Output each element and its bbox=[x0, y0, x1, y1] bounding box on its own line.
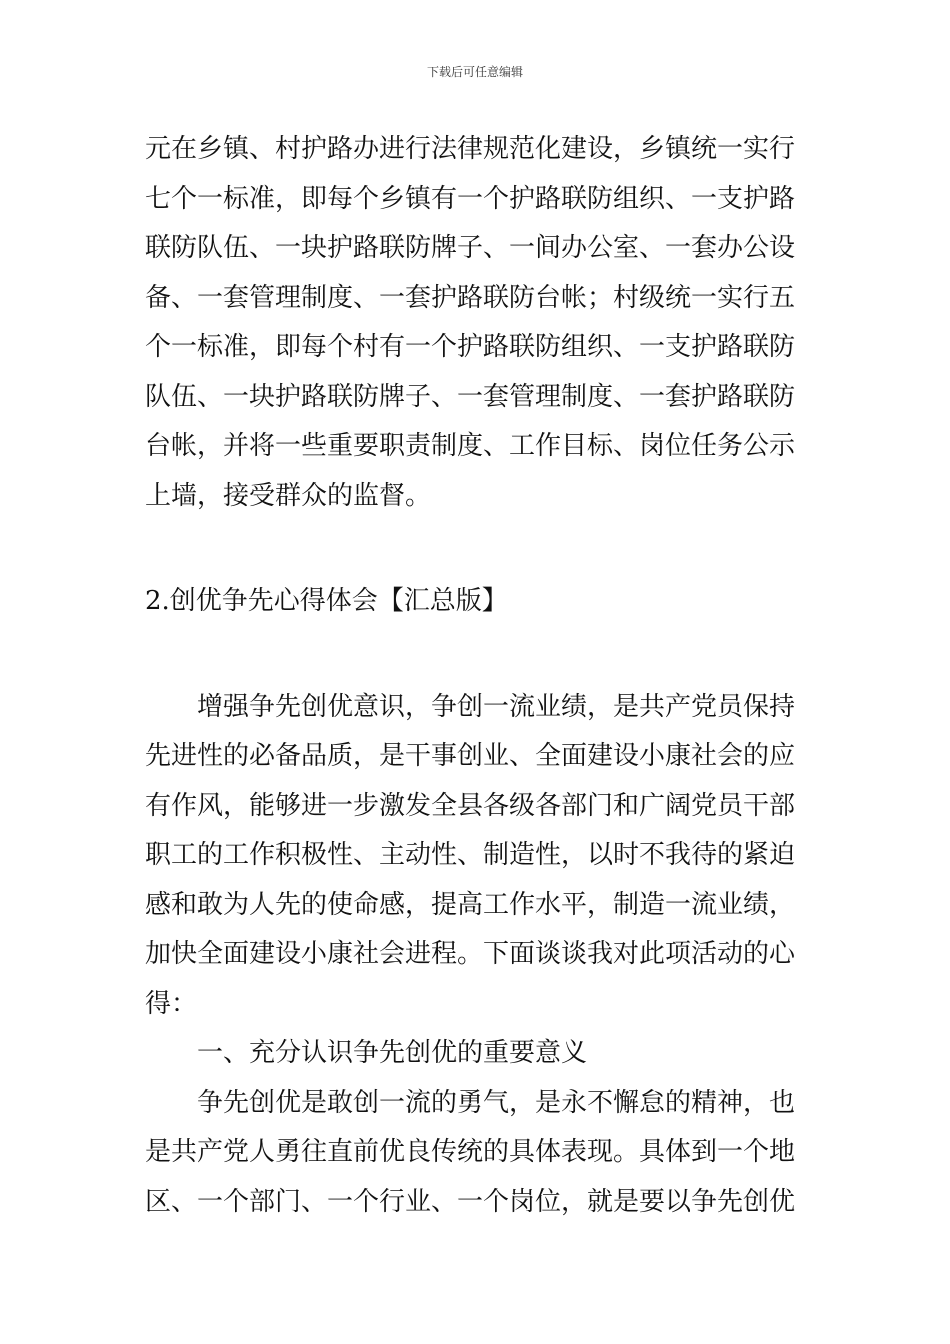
paragraph-line: 上墙，接受群众的监督。 bbox=[145, 480, 432, 511]
subheading: 一、充分认识争先创优的重要意义 bbox=[197, 1038, 588, 1068]
paragraph-line: 职工的工作积极性、主动性、制造性，以时不我待的紧迫 bbox=[145, 840, 796, 870]
paragraph-line: 区、一个部门、一个行业、一个岗位，就是要以争先创优 bbox=[145, 1186, 796, 1217]
paragraph-line: 七个一标准，即每个乡镇有一个护路联防组织、一支护路 bbox=[145, 183, 796, 214]
paragraph-line: 队伍、一块护路联防牌子、一套管理制度、一套护路联防 bbox=[145, 381, 796, 412]
paragraph-line: 感和敢为人先的使命感，提高工作水平，制造一流业绩， bbox=[145, 889, 796, 920]
paragraph-line: 得： bbox=[145, 988, 198, 1019]
paragraph-line: 有作风，能够进一步激发全县各级各部门和广阔党员干部 bbox=[145, 790, 796, 821]
document-body bbox=[145, 125, 810, 1227]
spacer bbox=[145, 627, 810, 683]
paragraph-line: 先进性的必备品质，是干事创业、全面建设小康社会的应 bbox=[145, 741, 796, 771]
paragraph-line: 个一标准，即每个村有一个护路联防组织、一支护路联防 bbox=[145, 332, 796, 362]
paragraph-line: 备、一套管理制度、一套护路联防台帐；村级统一实行五 bbox=[145, 282, 796, 313]
paragraph-line: 争先创优是敢创一流的勇气，是永不懈怠的精神，也 bbox=[197, 1087, 796, 1118]
paragraph-line: 联防队伍、一块护路联防牌子、一间办公室、一套办公设 bbox=[145, 233, 796, 263]
paragraph-line: 是共产党人勇往直前优良传统的具体表现。具体到一个地 bbox=[145, 1137, 796, 1167]
spacer bbox=[145, 521, 810, 577]
paragraph-line: 增强争先创优意识，争创一流业绩，是共产党员保持 bbox=[197, 691, 796, 722]
paragraph-line: 加快全面建设小康社会进程。下面谈谈我对此项活动的心 bbox=[145, 939, 796, 969]
paragraph-line: 元在乡镇、村护路办进行法律规范化建设，乡镇统一实行 bbox=[145, 134, 796, 164]
section-title: 2.创优争先心得体会【汇总版】 bbox=[145, 586, 508, 616]
paragraph-line: 台帐，并将一些重要职责制度、工作目标、岗位任务公示 bbox=[145, 431, 796, 461]
page-header: 下载后可任意编辑 bbox=[426, 65, 523, 79]
